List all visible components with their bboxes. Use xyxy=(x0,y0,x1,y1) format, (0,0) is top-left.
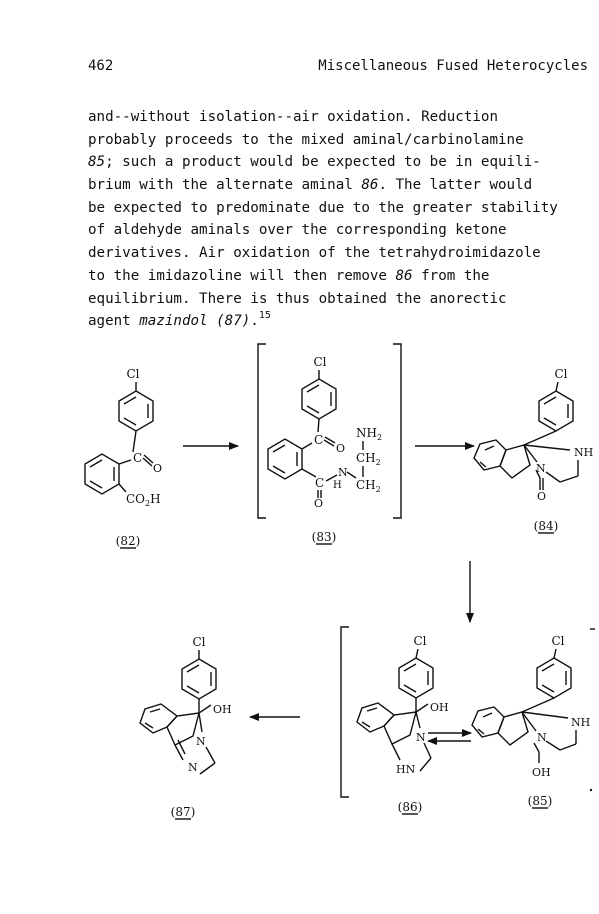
carboxyl-subscript: 2 xyxy=(145,499,151,508)
text-line: equilibrium. There is thus obtained the anorectic xyxy=(88,290,507,307)
text-line: and--without isolation--air oxidation. Reduction xyxy=(88,109,498,125)
text-line: be expected to predominate due to the greater stability xyxy=(88,199,558,216)
ch2-b-sub: 2 xyxy=(375,485,381,494)
cl-label: Cl xyxy=(126,367,140,381)
compound-86 xyxy=(357,634,449,814)
amide-n: N xyxy=(338,466,348,479)
compound-label-83: (83) xyxy=(311,530,337,544)
ch2-a xyxy=(356,451,381,467)
carbonyl-o1: O xyxy=(336,442,346,455)
cl-label: Cl xyxy=(554,367,568,381)
n1-label: N xyxy=(196,735,206,748)
compound-82 xyxy=(85,367,162,548)
compound-83 xyxy=(258,344,401,544)
n-label: N xyxy=(536,462,546,475)
n-label: N xyxy=(537,731,547,744)
nh-label: NH xyxy=(574,446,594,459)
carbonyl-c: C xyxy=(133,451,143,465)
ch2-a-sub: 2 xyxy=(375,458,381,467)
cl-label: Cl xyxy=(192,635,206,649)
n-label: N xyxy=(416,731,426,744)
amine-text: NH xyxy=(356,426,377,440)
compound-85 xyxy=(472,634,590,808)
bracket-86 xyxy=(341,627,349,797)
oh-label: OH xyxy=(213,703,232,716)
compound-label-87: (87) xyxy=(170,805,196,819)
compound-87 xyxy=(140,635,232,819)
n2-label: N xyxy=(188,761,198,774)
running-title: Miscellaneous Fused Heterocycles xyxy=(318,58,588,74)
carbonyl-o: O xyxy=(153,462,163,475)
text-line: 85; such a product would be expected to be in equili- xyxy=(88,154,541,171)
nh-label: NH xyxy=(571,716,591,729)
ch2-b-text: CH xyxy=(356,478,376,492)
oh-label: OH xyxy=(532,766,551,779)
compound-label-86: (86) xyxy=(397,800,423,814)
text-line: to the imidazoline will then remove 86 from the xyxy=(88,267,490,284)
compound-84 xyxy=(474,367,593,533)
oh-label: OH xyxy=(430,701,449,714)
text-line: derivatives. Air oxidation of the tetrahydroimidazole xyxy=(88,245,541,262)
amide-h: H xyxy=(333,480,342,491)
cl-label: Cl xyxy=(313,355,327,369)
carbonyl-o: O xyxy=(537,490,547,503)
amine-nh2 xyxy=(356,426,382,442)
text-line: of aldehyde aminals over the corresponding ketone xyxy=(88,222,507,239)
footnote-reference: 15 xyxy=(258,310,271,322)
carboxyl-text: CO xyxy=(126,492,146,506)
stray-dot xyxy=(590,789,592,791)
carbonyl-c1: C xyxy=(314,433,324,447)
cl-label: Cl xyxy=(413,634,427,648)
hn-label: HN xyxy=(396,763,416,776)
carboxyl-group xyxy=(126,492,161,508)
ch2-a-text: CH xyxy=(356,451,376,465)
carboxyl-h: H xyxy=(150,492,161,506)
amide-o: O xyxy=(314,497,324,510)
compound-label-84: (84) xyxy=(533,519,559,533)
compound-label-82: (82) xyxy=(115,534,141,548)
cl-label: Cl xyxy=(551,634,565,648)
ch2-b xyxy=(356,478,381,494)
compound-label-85: (85) xyxy=(527,794,553,808)
amine-sub: 2 xyxy=(376,433,383,442)
page-number: 462 xyxy=(88,58,114,74)
text-line: brium with the alternate aminal 86. The latter would xyxy=(88,177,533,194)
last-line-text: agent mazindol (87). xyxy=(88,313,259,330)
text-line: probably proceeds to the mixed aminal/carbinolamine xyxy=(88,131,524,148)
amide-c: C xyxy=(315,476,325,490)
